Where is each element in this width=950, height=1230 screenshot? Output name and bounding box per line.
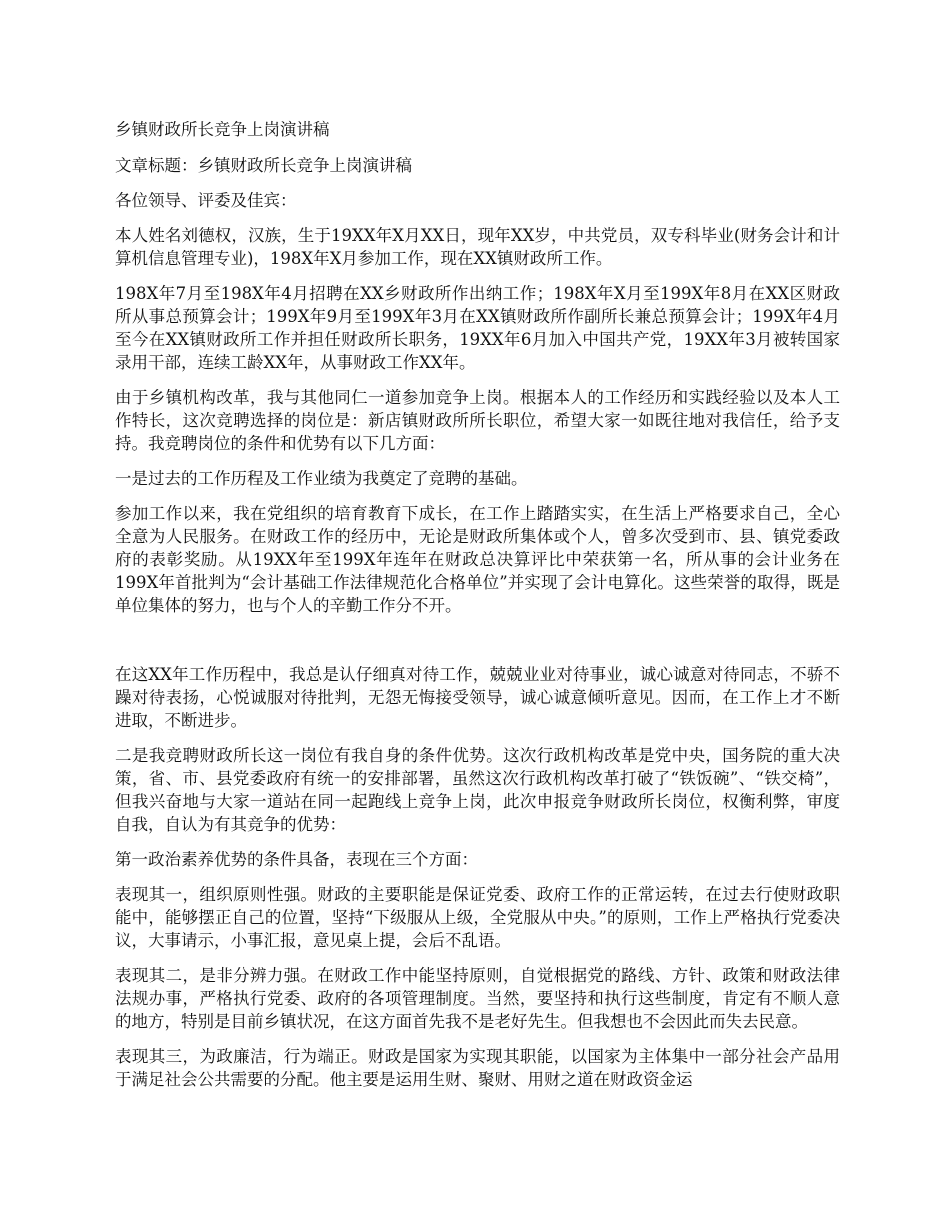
document-page xyxy=(115,118,840,1103)
paragraph-work-history: 198X年7月至198X年4月招聘在XX乡财政所作出纳工作；198X年X月至199X年8月在XX区财政所从事总预算会计；199X年9月至199X年3月在XX镇财政所作副所长兼总预算会计；199X年4月至今在XX镇财政所工作并担任财政所长职务，19XX年6月加入中国共产党，19XX年3月被转国家录用干部，连续工龄XX年，从事财政工作XX年。 xyxy=(115,284,840,372)
paragraph-achievements: 参加工作以来，我在党组织的培育教育下成长，在工作上踏踏实实，在生活上严格要求自己，全心全意为人民服务。在财政工作的经历中，无论是财政所集体或个人，曾多次受到市、县、镇党委政府的表彰奖励。从19XX年至199X年连年在财政总决算评比中荣获第一名，所从事的会计业务在199X年首批判为“会计基础工作法律规范化合格单位”并实现了会计电算化。这些荣誉的取得，既是单位集体的努力，也与个人的辛勤工作分不开。 xyxy=(115,504,840,615)
paragraph-work-attitude: 在这XX年工作历程中，我总是认仔细真对待工作，兢兢业业对待事业，诚心诚意对待同志，不骄不躁对待表扬，心悦诚服对待批判，无怨无悔接受领导，诚心诚意倾听意见。因而，在工作上才不断进取，不断进步。 xyxy=(115,665,840,730)
document-title: 乡镇财政所长竞争上岗演讲稿 xyxy=(115,120,330,139)
paragraph-reason: 由于乡镇机构改革，我与其他同仁一道参加竞争上岗。根据本人的工作经历和实践经验以及本人工作特长，这次竞聘选择的岗位是：新店镇财政所所长职位，希望大家一如既往地对我信任，给予支持。我竞聘岗位的条件和优势有以下几方面： xyxy=(115,388,840,453)
paragraph-aspect-three: 表现其三，为政廉洁，行为端正。财政是国家为实现其职能，以国家为主体集中一部分社会产品用于满足社会公共需要的分配。他主要是运用生财、聚财、用财之道在财政资金运 xyxy=(115,1047,840,1089)
paragraph-aspect-two: 表现其二，是非分辨力强。在财政工作中能坚持原则，自觉根据党的路线、方针、政策和财政法律法规办事，严格执行党委、政府的各项管理制度。当然，要坚持和执行这些制度，肯定有不顺人意的地方，特别是目前乡镇状况，在这方面首先我不是老好先生。但我想也不会因此而失去民意。 xyxy=(115,966,840,1031)
paragraph-point-two: 二是我竞聘财政所长这一岗位有我自身的条件优势。这次行政机构改革是党中央，国务院的重大决策，省、市、县党委政府有统一的安排部署，虽然这次行政机构改革打破了“铁饭碗”、“铁交椅”，但我兴奋地与大家一道站在同一起跑线上竞争上岗，此次申报竞争财政所长岗位，权衡利弊，审度自我，自认为有其竞争的优势： xyxy=(115,746,840,834)
paragraph-personal-info: 本人姓名刘德权，汉族，生于19XX年X月XX日，现年XX岁，中共党员，双专科毕业(财务会计和计算机信息管理专业)，198X年X月参加工作，现在XX镇财政所工作。 xyxy=(115,226,840,268)
paragraph-gap xyxy=(115,629,840,663)
paragraph-political-quality: 第一政治素养优势的条件具备，表现在三个方面： xyxy=(115,850,478,869)
paragraph-article-title: 文章标题：乡镇财政所长竞争上岗演讲稿 xyxy=(115,156,412,175)
paragraph-aspect-one: 表现其一，组织原则性强。财政的主要职能是保证党委、政府工作的正常运转，在过去行使财政职能中，能够摆正自己的位置，坚持“下级服从上级，全党服从中央。”的原则，工作上严格执行党委决议，大事请示，小事汇报，意见桌上提，会后不乱语。 xyxy=(115,885,840,950)
paragraph-salutation: 各位领导、评委及佳宾： xyxy=(115,191,297,210)
paragraph-point-one: 一是过去的工作历程及工作业绩为我奠定了竞聘的基础。 xyxy=(115,469,528,488)
